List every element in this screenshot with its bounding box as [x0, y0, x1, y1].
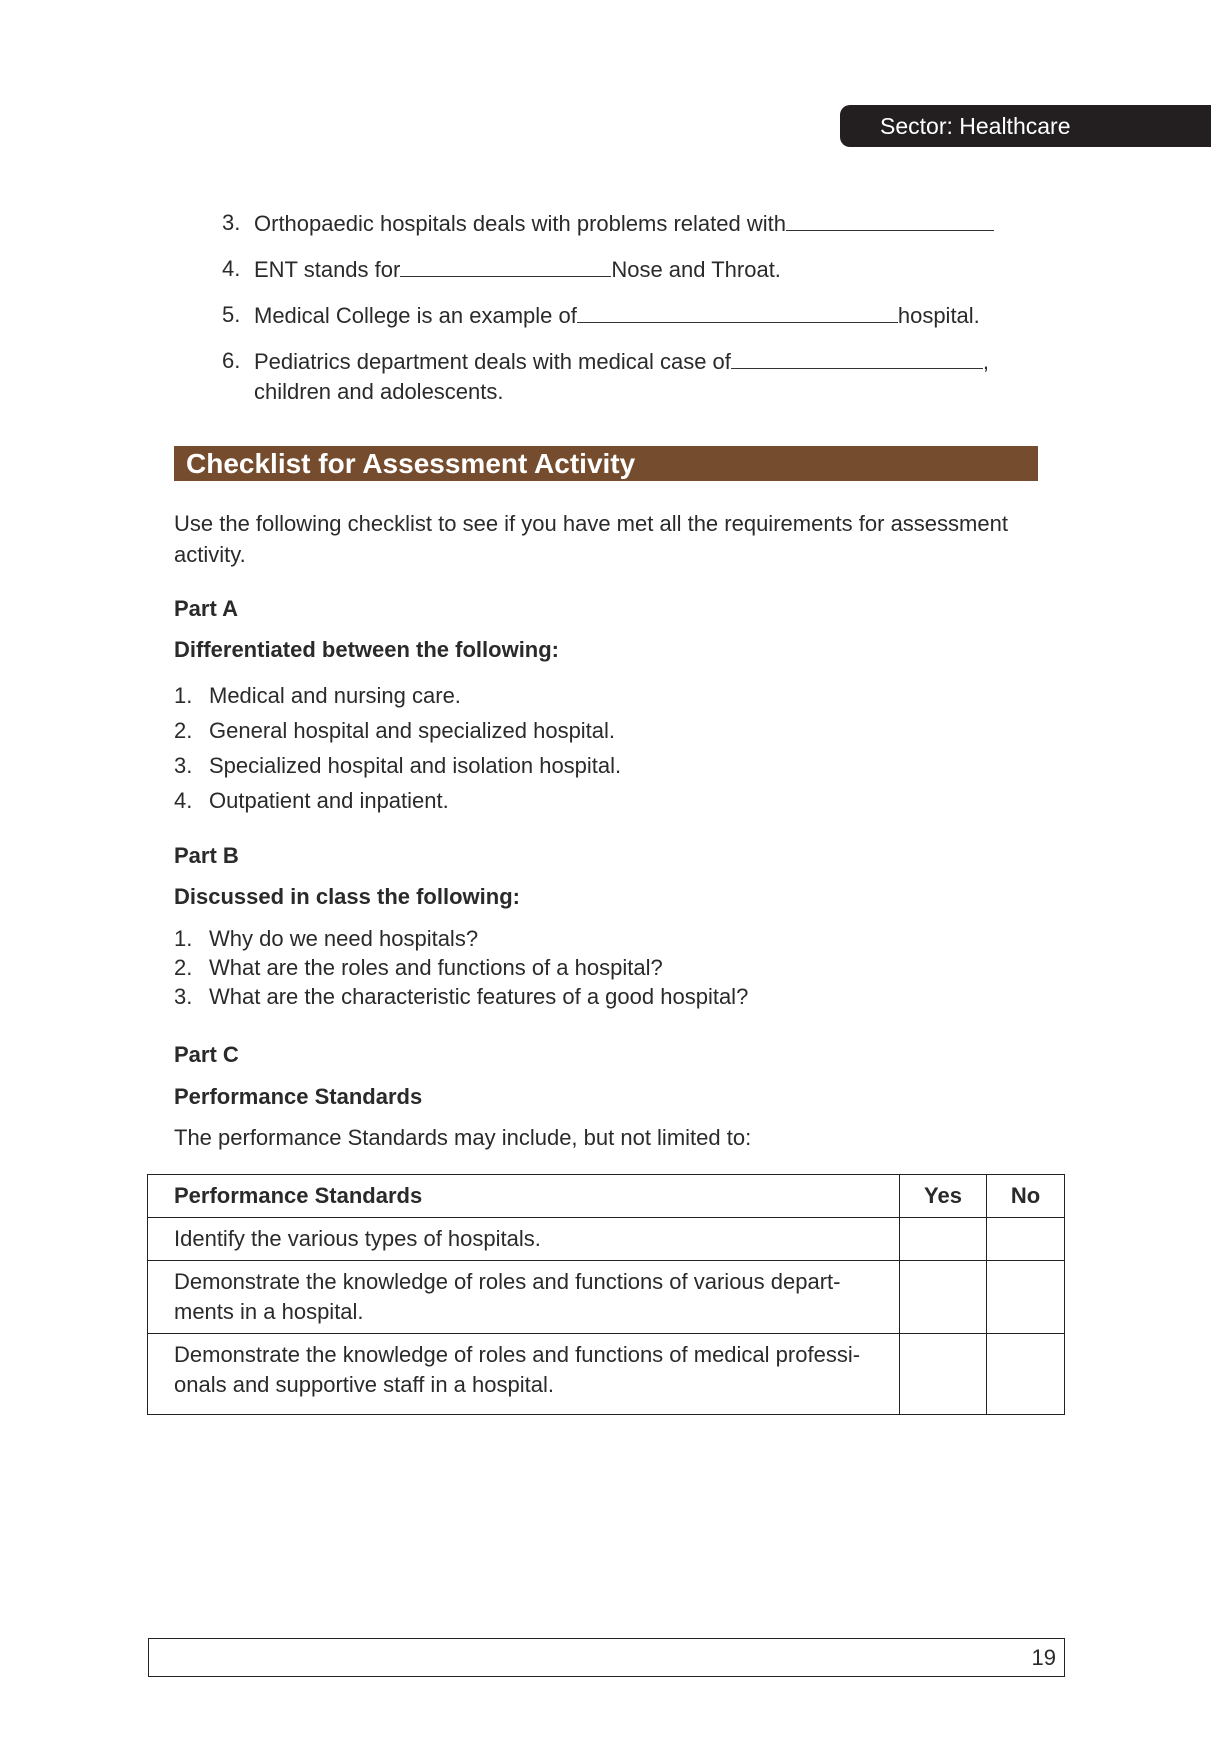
part-b-list — [174, 924, 748, 1011]
list-number: 2. — [174, 718, 193, 743]
page-number: 19 — [1031, 1645, 1056, 1670]
yes-cell[interactable] — [900, 1334, 987, 1415]
list-text: General hospital and specialized hospital. — [209, 718, 616, 743]
standard-text: Identify the various types of hospitals. — [148, 1218, 900, 1261]
checklist-intro: Use the following checklist to see if you have met all the requirements for assessment activity. — [174, 511, 1008, 567]
table-row — [148, 1218, 1065, 1261]
question-text-after: , — [982, 349, 990, 374]
question-text: ENT stands for — [254, 257, 401, 282]
question-text: Medical College is an example of — [254, 303, 577, 328]
list-number: 4. — [174, 788, 193, 813]
part-b-subtitle: Discussed in class the following: — [174, 884, 520, 909]
question-5 — [222, 300, 1037, 331]
no-cell[interactable] — [987, 1218, 1065, 1261]
table-header-row — [148, 1175, 1065, 1218]
page-footer — [148, 1638, 1065, 1677]
question-6 — [222, 346, 1037, 407]
part-a-list — [174, 678, 621, 818]
question-text-after: hospital. — [897, 303, 980, 328]
part-c-subtitle: Performance Standards — [174, 1084, 423, 1109]
list-item — [174, 713, 621, 748]
list-number: 3. — [174, 753, 193, 778]
question-text: Pediatrics department deals with medical case of — [254, 349, 731, 374]
fill-in-questions — [222, 208, 1037, 422]
no-cell[interactable] — [987, 1261, 1065, 1334]
part-c-intro: The performance Standards may include, but not limited to: — [174, 1125, 752, 1150]
question-number: 4. — [222, 256, 241, 281]
answer-blank[interactable] — [786, 208, 994, 231]
table-row — [148, 1261, 1065, 1334]
question-text-after: Nose and Throat. — [611, 257, 781, 282]
list-number: 2. — [174, 955, 193, 980]
performance-standards-table — [147, 1174, 1065, 1415]
table-row — [148, 1334, 1065, 1415]
part-c-title: Part C — [174, 1042, 239, 1067]
list-item — [174, 678, 621, 713]
part-b-title: Part B — [174, 843, 239, 868]
list-text: Medical and nursing care. — [209, 683, 461, 708]
no-cell[interactable] — [987, 1334, 1065, 1415]
list-text: What are the roles and functions of a hospital? — [209, 955, 663, 980]
list-number: 1. — [174, 926, 193, 951]
question-number: 3. — [222, 210, 241, 235]
answer-blank[interactable] — [400, 254, 611, 277]
question-number: 5. — [222, 302, 241, 327]
part-a-title: Part A — [174, 596, 238, 621]
list-number: 3. — [174, 984, 193, 1009]
yes-cell[interactable] — [900, 1261, 987, 1334]
sector-label: Sector: Healthcare — [880, 113, 1071, 139]
question-text-line2: children and adolescents. — [254, 379, 504, 404]
checklist-banner — [174, 446, 1038, 481]
column-header-standard: Performance Standards — [148, 1175, 900, 1218]
question-3 — [222, 208, 1037, 239]
checklist-title: Checklist for Assessment Activity — [186, 448, 636, 479]
list-text: Specialized hospital and isolation hospital. — [209, 753, 622, 778]
standard-text: Demonstrate the knowledge of roles and functions of various depart-ments in a hospital. — [148, 1261, 900, 1334]
question-number: 6. — [222, 348, 241, 373]
list-item — [174, 953, 748, 982]
answer-blank[interactable] — [577, 300, 898, 323]
list-text: Why do we need hospitals? — [209, 926, 479, 951]
answer-blank[interactable] — [731, 346, 983, 369]
question-text: Orthopaedic hospitals deals with problems related with — [254, 211, 786, 236]
list-item — [174, 748, 621, 783]
yes-cell[interactable] — [900, 1218, 987, 1261]
question-4 — [222, 254, 1037, 285]
list-text: Outpatient and inpatient. — [209, 788, 449, 813]
part-a-subtitle: Differentiated between the following: — [174, 637, 560, 662]
list-number: 1. — [174, 683, 193, 708]
column-header-no: No — [987, 1175, 1065, 1218]
list-item — [174, 924, 748, 953]
column-header-yes: Yes — [900, 1175, 987, 1218]
standard-text: Demonstrate the knowledge of roles and functions of medical professi-onals and supportive staff in a hospital. — [148, 1334, 900, 1415]
sector-tab — [840, 105, 1211, 147]
list-text: What are the characteristic features of a good hospital? — [209, 984, 749, 1009]
list-item — [174, 783, 621, 818]
list-item — [174, 982, 748, 1011]
